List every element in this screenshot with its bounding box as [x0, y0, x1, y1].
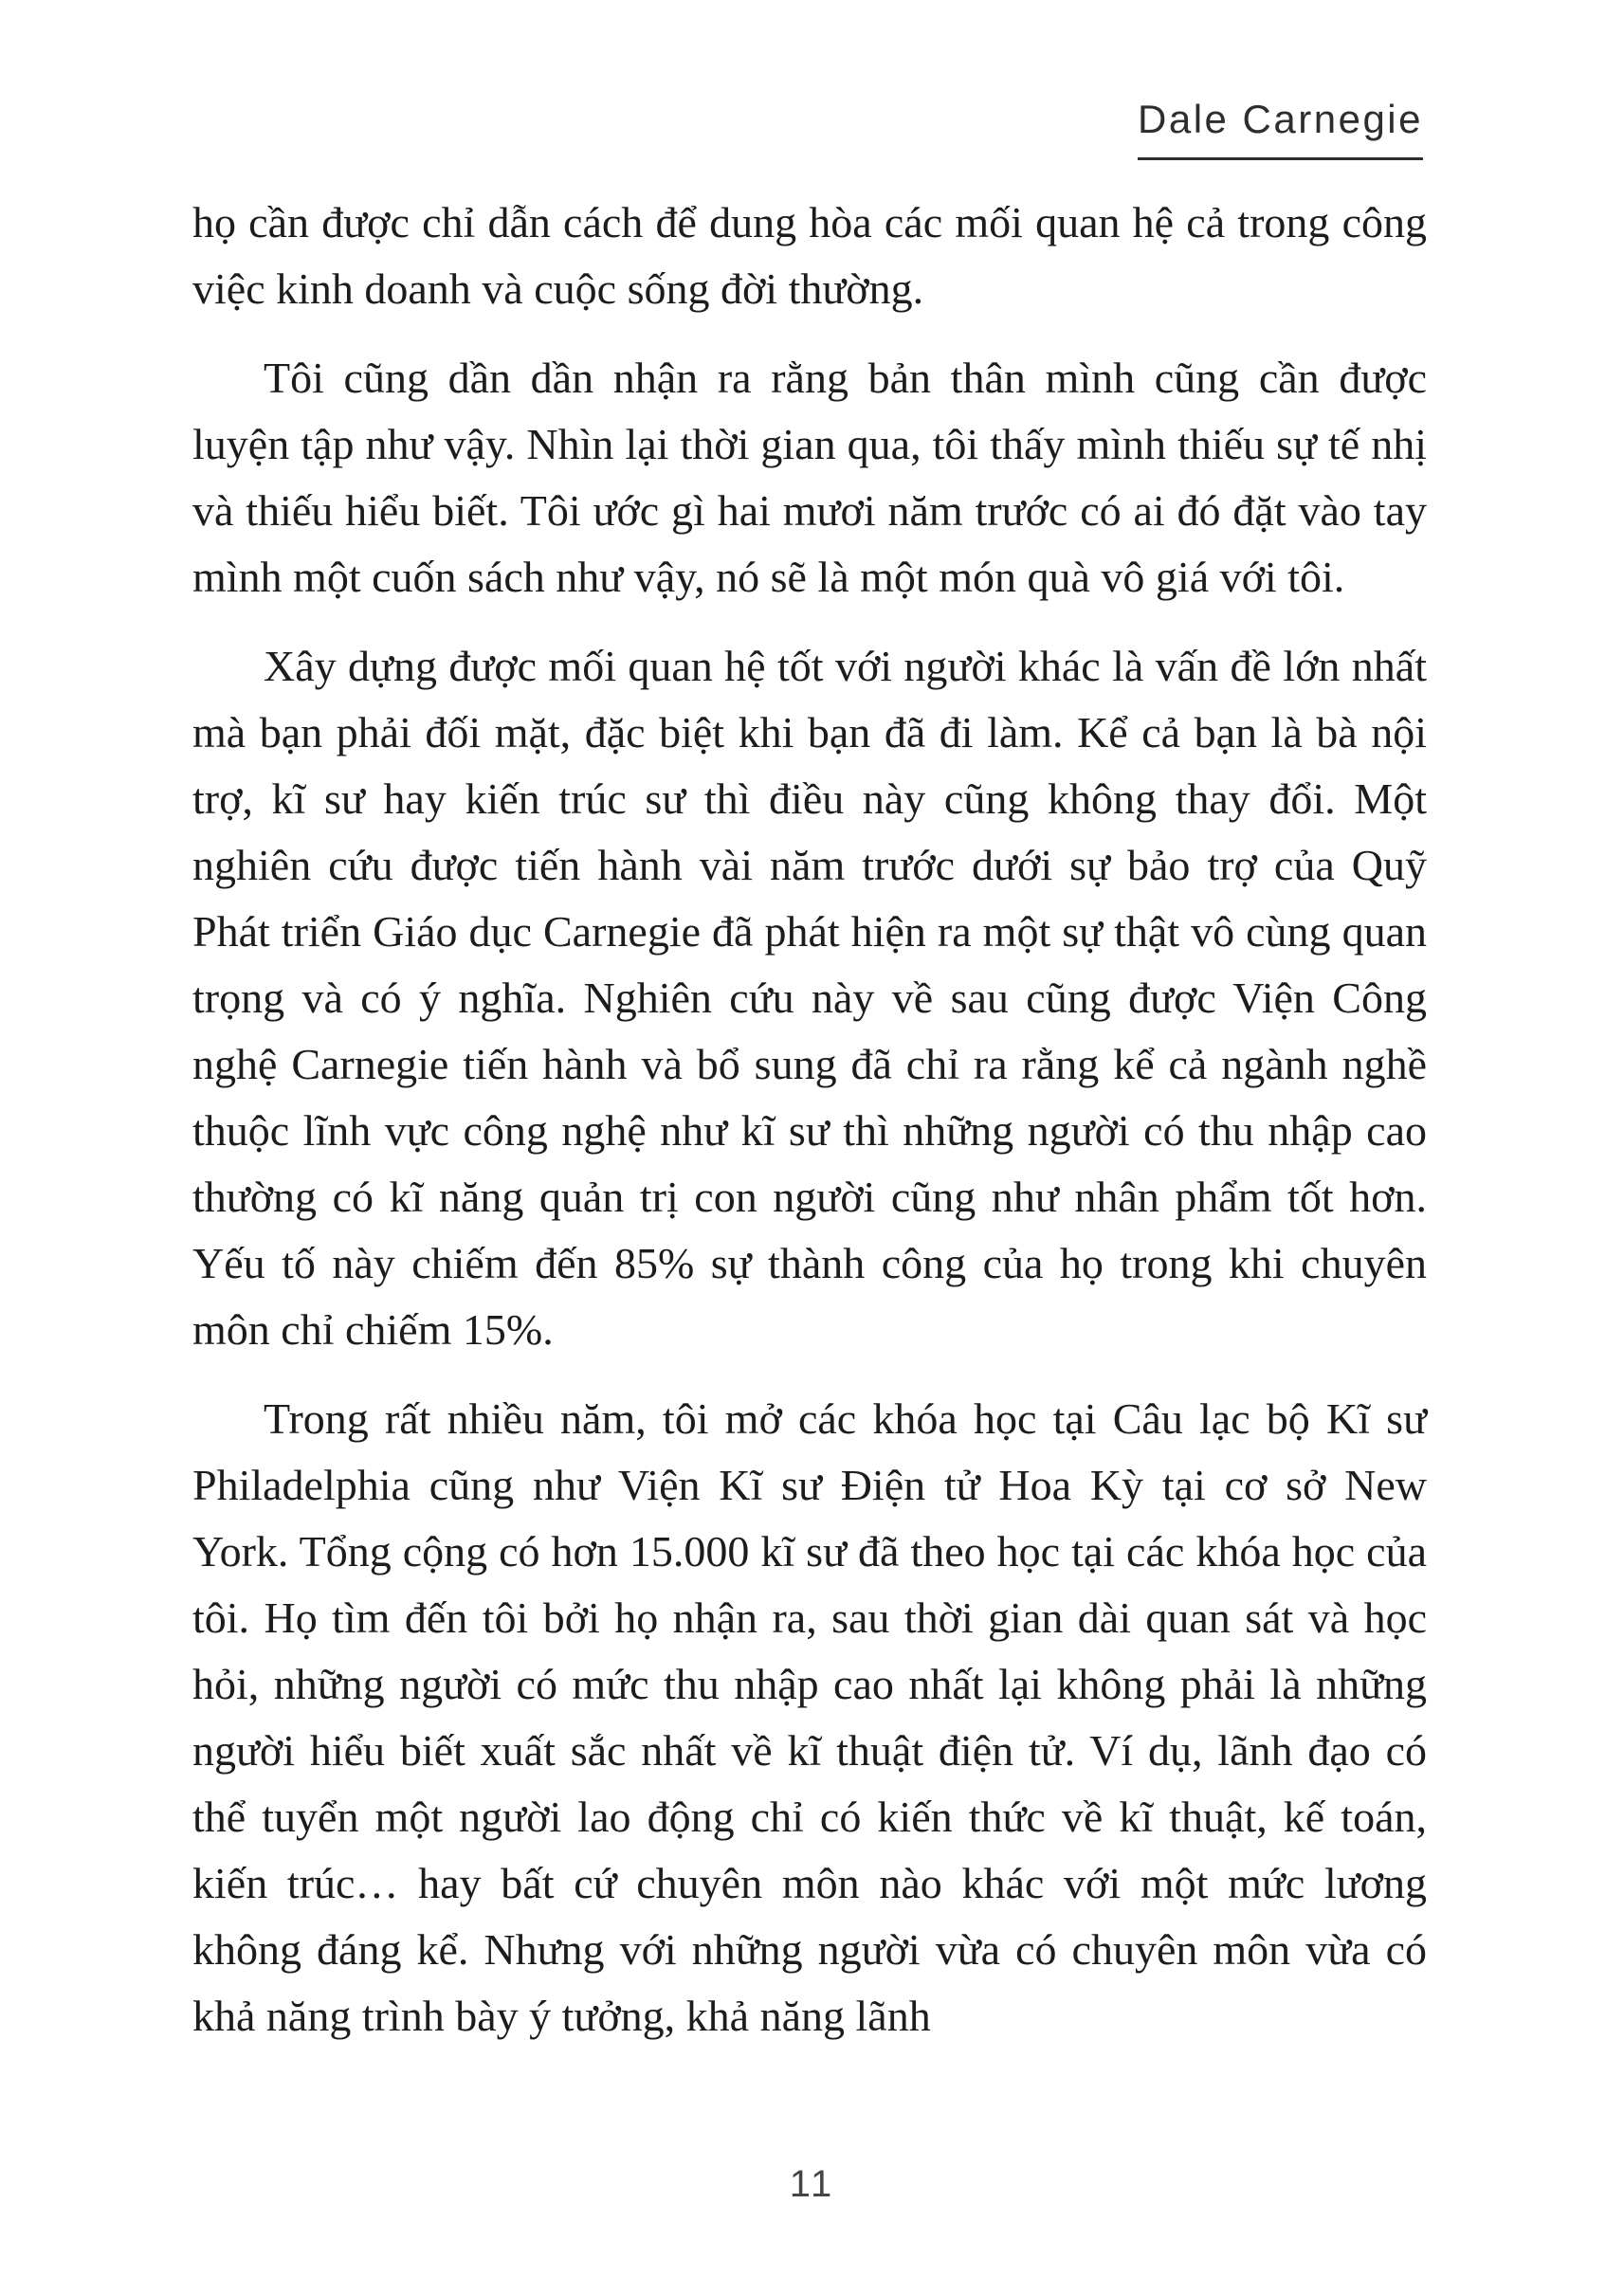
- paragraph: Xây dựng được mối quan hệ tốt với người khác là vấn đề lớn nhất mà bạn phải đối mặt, đặc biệt khi bạn đã đi làm. Kể cả bạn là bà nội trợ, kĩ sư hay kiến trúc sư thì điều này cũng không thay đổi. Một nghiên cứu được tiến hành vài năm trước dưới sự bảo trợ của Quỹ Phát triển Giáo dục Carnegie đã phát hiện ra một sự thật vô cùng quan trọng và có ý nghĩa. Nghiên cứu này về sau cũng được Viện Công nghệ Carnegie tiến hành và bổ sung đã chỉ ra rằng kể cả ngành nghề thuộc lĩnh vực công nghệ như kĩ sư thì những người có thu nhập cao thường có kĩ năng quản trị con người cũng như nhân phẩm tốt hơn. Yếu tố này chiếm đến 85% sự thành công của họ trong khi chuyên môn chỉ chiếm 15%.: [192, 642, 1427, 1354]
- running-header: [1138, 97, 1423, 160]
- paragraph: họ cần được chỉ dẫn cách để dung hòa các mối quan hệ cả trong công việc kinh doanh và cuộc sống đời thường.: [192, 198, 1427, 313]
- header-rule: [1138, 157, 1423, 160]
- paragraph: Trong rất nhiều năm, tôi mở các khóa học tại Câu lạc bộ Kĩ sư Philadelphia cũng như Viện Kĩ sư Điện tử Hoa Kỳ tại cơ sở New York. Tổng cộng có hơn 15.000 kĩ sư đã theo học tại các khóa học của tôi. Họ tìm đến tôi bởi họ nhận ra, sau thời gian dài quan sát và học hỏi, những người có mức thu nhập cao nhất lại không phải là những người hiểu biết xuất sắc nhất về kĩ thuật điện tử. Ví dụ, lãnh đạo có thể tuyển một người lao động chỉ có kiến thức về kĩ thuật, kế toán, kiến trúc… hay bất cứ chuyên môn nào khác với một mức lương không đáng kể. Nhưng với những người vừa có chuyên môn vừa có khả năng trình bày ý tưởng, khả năng lãnh: [192, 1394, 1427, 2040]
- page-number: 11: [789, 2163, 835, 2205]
- paragraph: Tôi cũng dần dần nhận ra rằng bản thân mình cũng cần được luyện tập như vậy. Nhìn lại thời gian qua, tôi thấy mình thiếu sự tế nhị và thiếu hiểu biết. Tôi ước gì hai mươi năm trước có ai đó đặt vào tay mình một cuốn sách như vậy, nó sẽ là một món quà vô giá với tôi.: [192, 354, 1427, 601]
- page-footer: [0, 2163, 1624, 2206]
- page-body: [192, 190, 1427, 2072]
- running-header-title: Dale Carnegie: [1138, 97, 1423, 141]
